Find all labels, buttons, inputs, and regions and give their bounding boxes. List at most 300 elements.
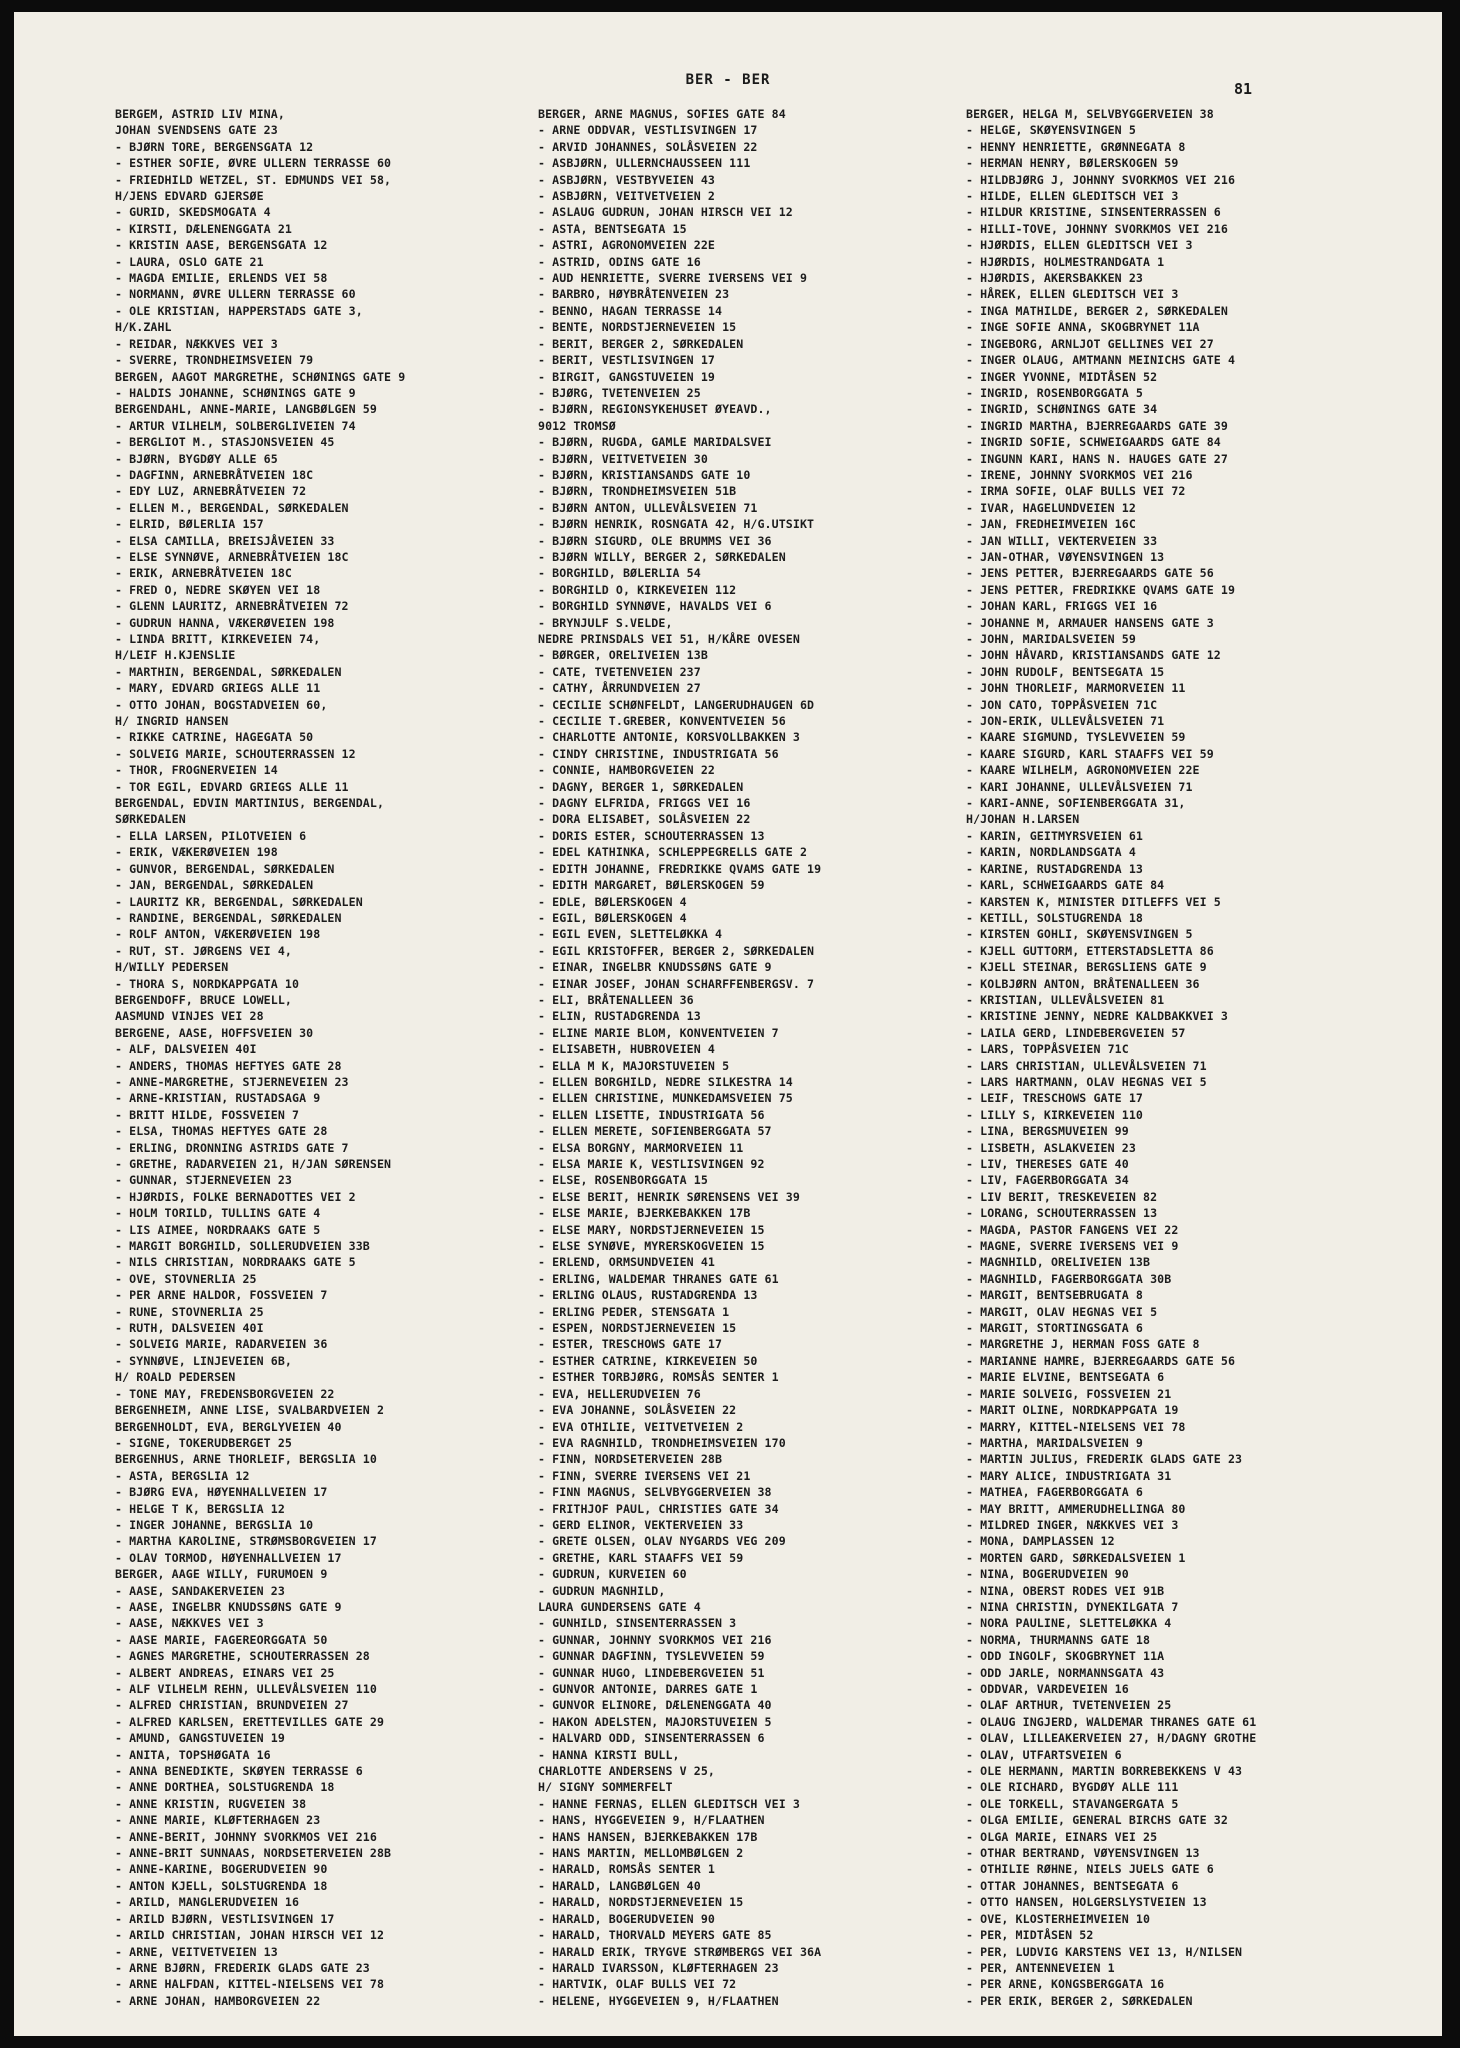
directory-entry-line: - HÅREK, ELLEN GLEDITSCH VEI 3 — [966, 287, 1179, 302]
directory-entry-line: - ASTRID, ODINS GATE 16 — [538, 254, 701, 269]
directory-entry-line: - HARALD ERIK, TRYGVE STRØMBERGS VEI 36A — [538, 1944, 822, 1959]
directory-entry-line: - ELLEN M., BERGENDAL, SØRKEDALEN — [115, 500, 349, 515]
directory-entry-line: - NINA, OBERST RODES VEI 91B — [966, 1583, 1165, 1598]
directory-entry-line: - CECILIE T.GREBER, KONVENTVEIEN 56 — [538, 714, 786, 729]
directory-entry-line: - BJØRN, VEITVETVEIEN 30 — [538, 451, 708, 466]
directory-entry-line: - LISBETH, ASLAKVEIEN 23 — [966, 1140, 1136, 1155]
directory-entry-line: - MARIT OLINE, NORDKAPPGATA 19 — [966, 1403, 1179, 1418]
directory-entry-line: - CHARLOTTE ANTONIE, KORSVOLLBAKKEN 3 — [538, 730, 800, 745]
directory-entry-line: - HARALD, LANGBØLGEN 40 — [538, 1878, 701, 1893]
directory-entry-line: - HALVARD ODD, SINSENTERRASSEN 6 — [538, 1731, 765, 1746]
directory-entry-line: - ALFRED KARLSEN, ERETTEVILLES GATE 29 — [115, 1714, 385, 1729]
directory-entry-line: - RANDINE, BERGENDAL, SØRKEDALEN — [115, 910, 342, 925]
directory-entry-line: - KJELL STEINAR, BERGSLIENS GATE 9 — [966, 960, 1207, 975]
directory-entry-line: - LORANG, SCHOUTERRASSEN 13 — [966, 1206, 1158, 1221]
directory-entry-line: - NORA PAULINE, SLETTELØKKA 4 — [966, 1616, 1172, 1631]
directory-entry-line: - ELLEN MERETE, SOFIENBERGGATA 57 — [538, 1124, 772, 1139]
directory-entry-line: - ESTHER TORBJØRG, ROMSÅS SENTER 1 — [538, 1370, 779, 1385]
directory-entry-line: - RUT, ST. JØRGENS VEI 4, — [115, 943, 293, 958]
directory-entry-line: - PER, ANTENNEVEIEN 1 — [966, 1960, 1115, 1975]
directory-entry-line: - ESPEN, NORDSTJERNEVEIEN 15 — [538, 1321, 737, 1336]
directory-entry-line: - EGIL, BØLERSKOGEN 4 — [538, 910, 687, 925]
directory-entry-line: - MARTHA, MARIDALSVEIEN 9 — [966, 1435, 1144, 1450]
directory-page — [14, 12, 1442, 2036]
directory-entry-line: - OTHAR BERTRAND, VØYENSVINGEN 13 — [966, 1846, 1200, 1861]
directory-entry-line: - INGRID, SCHØNINGS GATE 34 — [966, 402, 1158, 417]
directory-entry-line: - ELSA MARIE K, VESTLISVINGEN 92 — [538, 1157, 765, 1171]
directory-entry-line: - THOR, FROGNERVEIEN 14 — [115, 763, 278, 778]
directory-entry-line: - LILLY S, KIRKEVEIEN 110 — [966, 1107, 1144, 1122]
directory-entry-line: - MARGIT, OLAV HEGNAS VEI 5 — [966, 1304, 1158, 1319]
directory-entry-line: - BARBRO, HØYBRÅTENVEIEN 23 — [538, 287, 730, 302]
directory-entry-line: - KAARE SIGMUND, TYSLEVVEIEN 59 — [966, 730, 1186, 745]
directory-entry-line: H/LEIF H.KJENSLIE — [115, 648, 236, 663]
directory-entry-line: - ODDVAR, VARDEVEIEN 16 — [966, 1682, 1129, 1696]
directory-entry-line: - BORGHILD, BØLERLIA 54 — [538, 566, 701, 581]
directory-entry-line: - GUDRUN MAGNHILD, — [538, 1583, 666, 1598]
directory-entry-line: - ELLEN BORGHILD, NEDRE SILKESTRA 14 — [538, 1074, 793, 1089]
directory-entry-line: - BENTE, NORDSTJERNEVEIEN 15 — [538, 320, 737, 335]
directory-entry-line: - EVA, HELLERUDVEIEN 76 — [538, 1386, 701, 1401]
directory-entry-line: - NINA, BOGERUDVEIEN 90 — [966, 1567, 1129, 1582]
directory-entry-line: - ALF VILHELM REHN, ULLEVÅLSVEIEN 110 — [115, 1682, 377, 1696]
directory-entry-line: - MARTHIN, BERGENDAL, SØRKEDALEN — [115, 664, 342, 679]
directory-entry-line: - EVA RAGNHILD, TRONDHEIMSVEIEN 170 — [538, 1435, 786, 1450]
directory-entry-line: - BJØRG EVA, HØYENHALLVEIEN 17 — [115, 1485, 328, 1500]
directory-entry-line: - ESTHER SOFIE, ØVRE ULLERN TERRASSE 60 — [115, 156, 392, 171]
directory-entry-line: H/K.ZAHL — [115, 320, 172, 335]
directory-column-2 — [538, 106, 958, 2009]
directory-entry-line: - EDITH MARGARET, BØLERSKOGEN 59 — [538, 878, 765, 893]
directory-entry-line: - ARILD CHRISTIAN, JOHAN HIRSCH VEI 12 — [115, 1928, 385, 1943]
directory-entry-line: - RUNE, STOVNERLIA 25 — [115, 1304, 264, 1319]
directory-entry-line: - ANNE-KARINE, BOGERUDVEIEN 90 — [115, 1862, 328, 1877]
directory-entry-line: - LARS HARTMANN, OLAV HEGNAS VEI 5 — [966, 1074, 1207, 1089]
directory-entry-line: - HALDIS JOHANNE, SCHØNINGS GATE 9 — [115, 385, 356, 400]
directory-entry-line: - OTTO JOHAN, BOGSTADVEIEN 60, — [115, 697, 328, 712]
directory-entry-line: - ELSE MARIE, BJERKEBAKKEN 17B — [538, 1206, 751, 1221]
directory-entry-line: - KRISTIN AASE, BERGENSGATA 12 — [115, 238, 328, 253]
directory-entry-line: - EGIL EVEN, SLETTELØKKA 4 — [538, 927, 723, 942]
directory-entry-line: - KRISTIAN, ULLEVÅLSVEIEN 81 — [966, 992, 1165, 1007]
directory-entry-line: - ASBJØRN, ULLERNCHAUSSEEN 111 — [538, 156, 751, 171]
directory-entry-line: - INGEBORG, ARNLJOT GELLINES VEI 27 — [966, 336, 1214, 351]
directory-entry-line: - ASTA, BERGSLIA 12 — [115, 1468, 250, 1483]
directory-entry-line: - ODD JARLE, NORMANNSGATA 43 — [966, 1665, 1165, 1680]
directory-entry-line: - PER, LUDVIG KARSTENS VEI 13, H/NILSEN — [966, 1944, 1243, 1959]
directory-entry-line: - ASTRI, AGRONOMVEIEN 22E — [538, 238, 716, 253]
directory-entry-line: - EINAR JOSEF, JOHAN SCHARFFENBERGSV. 7 — [538, 976, 815, 991]
directory-entry-line: NEDRE PRINSDALS VEI 51, H/KÅRE OVESEN — [538, 632, 800, 646]
directory-entry-line: - HERMAN HENRY, BØLERSKOGEN 59 — [966, 156, 1179, 171]
directory-entry-line: - MAGNHILD, FAGERBORGGATA 30B — [966, 1271, 1172, 1286]
directory-entry-line: - GUNNAR HUGO, LINDEBERGVEIEN 51 — [538, 1665, 765, 1680]
directory-entry-line: - GUDRUN HANNA, VÆKERØVEIEN 198 — [115, 615, 335, 630]
directory-entry-line: - MARIE SOLVEIG, FOSSVEIEN 21 — [966, 1386, 1172, 1401]
directory-entry-line: - IRMA SOFIE, OLAF BULLS VEI 72 — [966, 484, 1186, 499]
directory-entry-line: - KETILL, SOLSTUGRENDA 18 — [966, 910, 1144, 925]
directory-entry-line: - ELSE BERIT, HENRIK SØRENSENS VEI 39 — [538, 1189, 800, 1204]
directory-entry-line: - MARTIN JULIUS, FREDERIK GLADS GATE 23 — [966, 1452, 1243, 1467]
directory-entry-line: - INGRID SOFIE, SCHWEIGAARDS GATE 84 — [966, 435, 1221, 450]
directory-entry-line: - HARALD, ROMSÅS SENTER 1 — [538, 1862, 716, 1877]
directory-entry-line: - HJØRDIS, AKERSBAKKEN 23 — [966, 271, 1144, 286]
directory-entry-line: - TONE MAY, FREDENSBORGVEIEN 22 — [115, 1386, 335, 1401]
directory-entry-line: - MARY, EDVARD GRIEGS ALLE 11 — [115, 681, 321, 696]
directory-entry-line: - CECILIE SCHØNFELDT, LANGERUDHAUGEN 6D — [538, 697, 815, 712]
directory-entry-line: - SIGNE, TOKERUDBERGET 25 — [115, 1435, 293, 1450]
directory-entry-line: - INGER JOHANNE, BERGSLIA 10 — [115, 1517, 314, 1532]
directory-entry-line: - JENS PETTER, BJERREGAARDS GATE 56 — [966, 566, 1214, 581]
directory-entry-line: - ANNE-MARGRETHE, STJERNEVEIEN 23 — [115, 1074, 349, 1089]
directory-entry-line: - OTTAR JOHANNES, BENTSEGATA 6 — [966, 1878, 1179, 1893]
directory-entry-line: - HELENE, HYGGEVEIEN 9, H/FLAATHEN — [538, 1993, 779, 2008]
directory-entry-line: - KRISTINE JENNY, NEDRE KALDBAKKVEI 3 — [966, 1009, 1228, 1024]
directory-entry-line: - ARILD, MANGLERUDVEIEN 16 — [115, 1895, 300, 1910]
directory-entry-line: - ELLEN LISETTE, INDUSTRIGATA 56 — [538, 1107, 765, 1122]
directory-entry-line: - ELSA, THOMAS HEFTYES GATE 28 — [115, 1124, 328, 1139]
directory-entry-line: - MORTEN GARD, SØRKEDALSVEIEN 1 — [966, 1550, 1186, 1565]
directory-entry-line: BERGEM, ASTRID LIV MINA, — [115, 107, 285, 121]
directory-entry-line: - ARNE, VEITVETVEIEN 13 — [115, 1944, 278, 1959]
directory-entry-line: - LIV, THERESES GATE 40 — [966, 1157, 1129, 1171]
directory-entry-line: - BRITT HILDE, FOSSVEIEN 7 — [115, 1107, 300, 1122]
directory-entry-line: - KARIN, GEITMYRSVEIEN 61 — [966, 828, 1144, 843]
directory-entry-line: - AASE, NÆKKVES VEI 3 — [115, 1616, 264, 1631]
directory-entry-line: - MARY ALICE, INDUSTRIGATA 31 — [966, 1468, 1172, 1483]
directory-entry-line: - DORA ELISABET, SOLÅSVEIEN 22 — [538, 812, 751, 827]
directory-entry-line: - ELSE SYNNØVE, ARNEBRÅTVEIEN 18C — [115, 549, 349, 564]
directory-entry-line: - ARNE ODDVAR, VESTLISVINGEN 17 — [538, 123, 758, 138]
directory-entry-line: - LEIF, TRESCHOWS GATE 17 — [966, 1091, 1144, 1106]
directory-entry-line: - OVE, STOVNERLIA 25 — [115, 1271, 257, 1286]
directory-entry-line: - EINAR, INGELBR KNUDSSØNS GATE 9 — [538, 960, 772, 975]
directory-entry-line: - FINN, SVERRE IVERSENS VEI 21 — [538, 1468, 751, 1483]
directory-entry-line: - ALFRED CHRISTIAN, BRUNDVEIEN 27 — [115, 1698, 349, 1713]
directory-entry-line: - HANS MARTIN, MELLOMBØLGEN 2 — [538, 1846, 744, 1861]
directory-entry-line: - LAURA, OSLO GATE 21 — [115, 254, 264, 269]
directory-entry-line: - THORA S, NORDKAPPGATA 10 — [115, 976, 300, 991]
directory-entry-line: - DAGNY ELFRIDA, FRIGGS VEI 16 — [538, 796, 751, 811]
directory-entry-line: - HENNY HENRIETTE, GRØNNEGATA 8 — [966, 139, 1186, 154]
directory-entry-line: AASMUND VINJES VEI 28 — [115, 1009, 264, 1024]
directory-entry-line: - EDITH JOHANNE, FREDRIKKE QVAMS GATE 19 — [538, 861, 822, 876]
directory-entry-line: - MARTHA KAROLINE, STRØMSBORGVEIEN 17 — [115, 1534, 377, 1549]
directory-entry-line: - ERLING OLAUS, RUSTADGRENDA 13 — [538, 1288, 758, 1303]
directory-entry-line: - KARL, SCHWEIGAARDS GATE 84 — [966, 878, 1165, 893]
directory-entry-line: - LINA, BERGSMUVEIEN 99 — [966, 1124, 1129, 1139]
directory-entry-line: - BJØRN ANTON, ULLEVÅLSVEIEN 71 — [538, 500, 758, 515]
directory-entry-line: - REIDAR, NÆKKVES VEI 3 — [115, 336, 278, 351]
directory-entry-line: - BØRGER, ORELIVEIEN 13B — [538, 648, 708, 663]
directory-entry-line: - KIRSTEN GOHLI, SKØYENSVINGEN 5 — [966, 927, 1193, 942]
directory-entry-line: - EVA OTHILIE, VEITVETVEIEN 2 — [538, 1419, 744, 1434]
directory-entry-line: - MAGNE, SVERRE IVERSENS VEI 9 — [966, 1239, 1179, 1254]
directory-entry-line: - ERLING, WALDEMAR THRANES GATE 61 — [538, 1271, 779, 1286]
directory-entry-line: - INGRID MARTHA, BJERREGAARDS GATE 39 — [966, 418, 1228, 433]
directory-entry-line: - PER ERIK, BERGER 2, SØRKEDALEN — [966, 1993, 1193, 2008]
directory-entry-line: - HARALD, NORDSTJERNEVEIEN 15 — [538, 1895, 744, 1910]
directory-entry-line: - NORMANN, ØVRE ULLERN TERRASSE 60 — [115, 287, 356, 302]
directory-entry-line: - ALF, DALSVEIEN 40I — [115, 1042, 257, 1057]
directory-entry-line: - FRIEDHILD WETZEL, ST. EDMUNDS VEI 58, — [115, 172, 392, 187]
directory-entry-line: - BJØRN, REGIONSYKEHUSET ØYEAVD., — [538, 402, 772, 417]
directory-entry-line: CHARLOTTE ANDERSENS V 25, — [538, 1764, 716, 1779]
directory-entry-line: - ELI, BRÅTENALLEEN 36 — [538, 992, 694, 1007]
directory-entry-line: - KJELL GUTTORM, ETTERSTADSLETTA 86 — [966, 943, 1214, 958]
directory-entry-line: - AASE, SANDAKERVEIEN 23 — [115, 1583, 285, 1598]
directory-entry-line: - MARGRETHE J, HERMAN FOSS GATE 8 — [966, 1337, 1200, 1352]
directory-entry-line: - MAGNHILD, ORELIVEIEN 13B — [966, 1255, 1151, 1270]
directory-entry-line: - ERIK, VÆKERØVEIEN 198 — [115, 845, 278, 860]
directory-entry-line: - GRETE OLSEN, OLAV NYGARDS VEG 209 — [538, 1534, 786, 1549]
directory-entry-line: - ANDERS, THOMAS HEFTYES GATE 28 — [115, 1058, 342, 1073]
directory-entry-line: - ELLA M K, MAJORSTUVEIEN 5 — [538, 1058, 730, 1073]
directory-entry-line: - HARALD, THORVALD MEYERS GATE 85 — [538, 1928, 772, 1943]
directory-entry-line: - INGRID, ROSENBORGGATA 5 — [966, 385, 1144, 400]
directory-entry-line: - ERLEND, ORMSUNDVEIEN 41 — [538, 1255, 716, 1270]
directory-entry-line: - CATE, TVETENVEIEN 237 — [538, 664, 701, 679]
directory-entry-line: - LIV, FAGERBORGGATA 34 — [966, 1173, 1129, 1188]
directory-entry-line: - GRETHE, KARL STAAFFS VEI 59 — [538, 1550, 744, 1565]
directory-entry-line: - BJØRN, RUGDA, GAMLE MARIDALSVEI — [538, 435, 772, 450]
directory-entry-line: - AUD HENRIETTE, SVERRE IVERSENS VEI 9 — [538, 271, 808, 286]
directory-entry-line: - BORGHILD SYNNØVE, HAVALDS VEI 6 — [538, 599, 772, 614]
directory-entry-line: - ARNE BJØRN, FREDERIK GLADS GATE 23 — [115, 1960, 370, 1975]
directory-entry-line: H/ INGRID HANSEN — [115, 714, 229, 729]
directory-entry-line: H/JENS EDVARD GJERSØE — [115, 189, 264, 204]
directory-entry-line: - HARALD IVARSSON, KLØFTERHAGEN 23 — [538, 1960, 779, 1975]
directory-entry-line: - HELGE T K, BERGSLIA 12 — [115, 1501, 285, 1516]
directory-entry-line: - HOLM TORILD, TULLINS GATE 4 — [115, 1206, 321, 1221]
directory-entry-line: BERGER, HELGA M, SELVBYGGERVEIEN 38 — [966, 107, 1214, 121]
directory-entry-line: - IRENE, JOHNNY SVORKMOS VEI 216 — [966, 467, 1193, 482]
directory-entry-line: - HILDBJØRG J, JOHNNY SVORKMOS VEI 216 — [966, 172, 1236, 187]
directory-entry-line: - OLE RICHARD, BYGDØY ALLE 111 — [966, 1780, 1179, 1795]
directory-entry-line: - ARVID JOHANNES, SOLÅSVEIEN 22 — [538, 139, 758, 154]
directory-entry-line: - ELIN, RUSTADGRENDA 13 — [538, 1009, 701, 1024]
directory-entry-line: BERGER, AAGE WILLY, FURUMOEN 9 — [115, 1567, 328, 1582]
directory-entry-line: - KIRSTI, DÆLENENGGATA 21 — [115, 221, 293, 236]
directory-entry-line: - ANNE KRISTIN, RUGVEIEN 38 — [115, 1796, 307, 1811]
directory-entry-line: - BJØRN, BYGDØY ALLE 65 — [115, 451, 278, 466]
directory-entry-line: - MARGIT, BENTSEBRUGATA 8 — [966, 1288, 1144, 1303]
page-number: 81 — [1233, 80, 1252, 98]
directory-entry-line: - HARTVIK, OLAF BULLS VEI 72 — [538, 1977, 737, 1992]
directory-entry-line: - OLAUG INGJERD, WALDEMAR THRANES GATE 61 — [966, 1714, 1257, 1729]
directory-entry-line: - AMUND, GANGSTUVEIEN 19 — [115, 1731, 285, 1746]
directory-entry-line: - RIKKE CATRINE, HAGEGATA 50 — [115, 730, 314, 745]
directory-entry-line: - BRYNJULF S.VELDE, — [538, 615, 673, 630]
directory-entry-line: - ANNE-BERIT, JOHNNY SVORKMOS VEI 216 — [115, 1829, 377, 1844]
directory-entry-line: - OLAV TORMOD, HØYENHALLVEIEN 17 — [115, 1550, 342, 1565]
directory-entry-line: - JON CATO, TOPPÅSVEIEN 71C — [966, 697, 1158, 712]
directory-entry-line: - ANNE MARIE, KLØFTERHAGEN 23 — [115, 1813, 321, 1828]
directory-entry-line: - LINDA BRITT, KIRKEVEIEN 74, — [115, 632, 321, 646]
running-head: BER - BER — [685, 72, 771, 88]
directory-entry-line: - JAN, BERGENDAL, SØRKEDALEN — [115, 878, 314, 893]
directory-entry-line: - LIV BERIT, TRESKEVEIEN 82 — [966, 1189, 1158, 1204]
directory-entry-line: - ARNE JOHAN, HAMBORGVEIEN 22 — [115, 1993, 321, 2008]
directory-entry-line: - SOLVEIG MARIE, RADARVEIEN 36 — [115, 1337, 328, 1352]
directory-entry-line: - HELGE, SKØYENSVINGEN 5 — [966, 123, 1136, 138]
directory-entry-line: - LAILA GERD, LINDEBERGVEIEN 57 — [966, 1025, 1186, 1040]
directory-entry-line: - MARGIT BORGHILD, SOLLERUDVEIEN 33B — [115, 1239, 370, 1254]
directory-entry-line: - JOHN HÅVARD, KRISTIANSANDS GATE 12 — [966, 648, 1221, 663]
directory-entry-line: - PER ARNE, KONGSBERGGATA 16 — [966, 1977, 1165, 1992]
directory-entry-line: - KOLBJØRN ANTON, BRÅTENALLEEN 36 — [966, 976, 1200, 991]
directory-entry-line: - NORMA, THURMANNS GATE 18 — [966, 1632, 1151, 1647]
directory-entry-line: - LARS CHRISTIAN, ULLEVÅLSVEIEN 71 — [966, 1058, 1207, 1073]
directory-entry-line: - NILS CHRISTIAN, NORDRAAKS GATE 5 — [115, 1255, 356, 1270]
directory-entry-line: - ANNE DORTHEA, SOLSTUGRENDA 18 — [115, 1780, 335, 1795]
directory-entry-line: - GUNNAR, JOHNNY SVORKMOS VEI 216 — [538, 1632, 772, 1647]
directory-entry-line: - GLENN LAURITZ, ARNEBRÅTVEIEN 72 — [115, 599, 349, 614]
directory-entry-line: LAURA GUNDERSENS GATE 4 — [538, 1599, 701, 1614]
directory-entry-line: - AASE, INGELBR KNUDSSØNS GATE 9 — [115, 1599, 342, 1614]
directory-entry-line: - ERLING PEDER, STENSGATA 1 — [538, 1304, 730, 1319]
directory-entry-line: - OVE, KLOSTERHEIMVEIEN 10 — [966, 1911, 1151, 1926]
directory-entry-line: - DORIS ESTER, SCHOUTERRASSEN 13 — [538, 828, 765, 843]
directory-entry-line: - BIRGIT, GANGSTUVEIEN 19 — [538, 369, 716, 384]
directory-entry-line: - KAARE SIGURD, KARL STAAFFS VEI 59 — [966, 746, 1214, 761]
directory-entry-line: BERGENDAHL, ANNE-MARIE, LANGBØLGEN 59 — [115, 402, 377, 417]
directory-entry-line: JOHAN SVENDSENS GATE 23 — [115, 123, 278, 138]
directory-entry-line: - INGE SOFIE ANNA, SKOGBRYNET 11A — [966, 320, 1200, 335]
directory-entry-line: - GUNHILD, SINSENTERRASSEN 3 — [538, 1616, 737, 1631]
directory-entry-line: - AGNES MARGRETHE, SCHOUTERRASSEN 28 — [115, 1649, 370, 1664]
directory-entry-line: - OLGA MARIE, EINARS VEI 25 — [966, 1829, 1158, 1844]
directory-entry-line: - NINA CHRISTIN, DYNEKILGATA 7 — [966, 1599, 1179, 1614]
directory-entry-line: - SYNNØVE, LINJEVEIEN 6B, — [115, 1353, 293, 1368]
directory-entry-line: - BJØRN TORE, BERGENSGATA 12 — [115, 139, 314, 154]
directory-entry-line: - KARI-ANNE, SOFIENBERGGATA 31, — [966, 796, 1186, 811]
directory-entry-line: - MILDRED INGER, NÆKKVES VEI 3 — [966, 1517, 1179, 1532]
directory-entry-line: - HILLI-TOVE, JOHNNY SVORKMOS VEI 216 — [966, 221, 1228, 236]
directory-entry-line: - KAARE WILHELM, AGRONOMVEIEN 22E — [966, 763, 1200, 778]
directory-entry-line: - HANS HANSEN, BJERKEBAKKEN 17B — [538, 1829, 758, 1844]
directory-entry-line: - MARRY, KITTEL-NIELSENS VEI 78 — [966, 1419, 1186, 1434]
directory-entry-line: - GUDRUN, KURVEIEN 60 — [538, 1567, 687, 1582]
directory-entry-line: - GRETHE, RADARVEIEN 21, H/JAN SØRENSEN — [115, 1157, 392, 1171]
directory-entry-line: - EDEL KATHINKA, SCHLEPPEGRELLS GATE 2 — [538, 845, 808, 860]
directory-entry-line: - JOHN RUDOLF, BENTSEGATA 15 — [966, 664, 1165, 679]
directory-entry-line: - GURID, SKEDSMOGATA 4 — [115, 205, 271, 220]
directory-entry-line: - ERLING, DRONNING ASTRIDS GATE 7 — [115, 1140, 349, 1155]
directory-entry-line: - EDLE, BØLERSKOGEN 4 — [538, 894, 687, 909]
directory-entry-line: - HILDUR KRISTINE, SINSENTERRASSEN 6 — [966, 205, 1221, 220]
directory-entry-line: - HILDE, ELLEN GLEDITSCH VEI 3 — [966, 189, 1179, 204]
directory-entry-line: - LIS AIMEE, NORDRAAKS GATE 5 — [115, 1222, 321, 1237]
directory-entry-line: BERGENE, AASE, HOFFSVEIEN 30 — [115, 1025, 314, 1040]
directory-entry-line: - GERD ELINOR, VEKTERVEIEN 33 — [538, 1517, 744, 1532]
directory-entry-line: - BORGHILD O, KIRKEVEIEN 112 — [538, 582, 737, 597]
directory-entry-line: - ELRID, BØLERLIA 157 — [115, 517, 264, 532]
directory-entry-line: - INGER OLAUG, AMTMANN MEINICHS GATE 4 — [966, 353, 1236, 368]
directory-entry-line: - ARNE HALFDAN, KITTEL-NIELSENS VEI 78 — [115, 1977, 385, 1992]
directory-column-1 — [115, 106, 535, 2009]
directory-entry-line: - ASBJØRN, VEITVETVEIEN 2 — [538, 189, 716, 204]
directory-entry-line: - GUNVOR ANTONIE, DARRES GATE 1 — [538, 1682, 758, 1696]
directory-entry-line: - JENS PETTER, FREDRIKKE QVAMS GATE 19 — [966, 582, 1236, 597]
directory-entry-line: - EDY LUZ, ARNEBRÅTVEIEN 72 — [115, 484, 307, 499]
directory-entry-line: - HANS, HYGGEVEIEN 9, H/FLAATHEN — [538, 1813, 765, 1828]
directory-entry-line: - HJØRDIS, ELLEN GLEDITSCH VEI 3 — [966, 238, 1193, 253]
directory-entry-line: - ELSE MARY, NORDSTJERNEVEIEN 15 — [538, 1222, 765, 1237]
directory-entry-line: - PER ARNE HALDOR, FOSSVEIEN 7 — [115, 1288, 328, 1303]
directory-entry-line: - DAGFINN, ARNEBRÅTVEIEN 18C — [115, 467, 314, 482]
directory-column-3 — [966, 106, 1386, 2009]
directory-entry-line: BERGEN, AAGOT MARGRETHE, SCHØNINGS GATE 9 — [115, 369, 406, 384]
directory-entry-line: - ESTER, TRESCHOWS GATE 17 — [538, 1337, 723, 1352]
directory-entry-line: - FRITHJOF PAUL, CHRISTIES GATE 34 — [538, 1501, 779, 1516]
directory-entry-line: - ELLEN CHRISTINE, MUNKEDAMSVEIEN 75 — [538, 1091, 793, 1106]
directory-entry-line: - ANNA BENEDIKTE, SKØYEN TERRASSE 6 — [115, 1764, 363, 1779]
directory-entry-line: BERGER, ARNE MAGNUS, SOFIES GATE 84 — [538, 107, 786, 121]
directory-entry-line: BERGENHUS, ARNE THORLEIF, BERGSLIA 10 — [115, 1452, 377, 1467]
directory-entry-line: - HANNA KIRSTI BULL, — [538, 1747, 680, 1762]
directory-entry-line: - PER, MIDTÅSEN 52 — [966, 1928, 1094, 1943]
directory-entry-line: - ARTUR VILHELM, SOLBERGLIVEIEN 74 — [115, 418, 356, 433]
directory-entry-line: - AASE MARIE, FAGEREORGGATA 50 — [115, 1632, 328, 1647]
directory-entry-line: - HJØRDIS, FOLKE BERNADOTTES VEI 2 — [115, 1189, 356, 1204]
directory-entry-line: - MATHEA, FAGERBORGGATA 6 — [966, 1485, 1144, 1500]
directory-entry-line: - ARILD BJØRN, VESTLISVINGEN 17 — [115, 1911, 335, 1926]
directory-entry-line: - HJØRDIS, HOLMESTRANDGATA 1 — [966, 254, 1165, 269]
directory-entry-line: - HAKON ADELSTEN, MAJORSTUVEIEN 5 — [538, 1714, 772, 1729]
directory-entry-line: - ELINE MARIE BLOM, KONVENTVEIEN 7 — [538, 1025, 779, 1040]
directory-entry-line: - CATHY, ÅRRUNDVEIEN 27 — [538, 681, 701, 696]
directory-entry-line: - CINDY CHRISTINE, INDUSTRIGATA 56 — [538, 746, 779, 761]
directory-entry-line: - LAURITZ KR, BERGENDAL, SØRKEDALEN — [115, 894, 363, 909]
directory-entry-line: - HANNE FERNAS, ELLEN GLEDITSCH VEI 3 — [538, 1796, 800, 1811]
directory-entry-line: - BERIT, BERGER 2, SØRKEDALEN — [538, 336, 744, 351]
directory-entry-line: - BERIT, VESTLISVINGEN 17 — [538, 353, 716, 368]
directory-entry-line: H/WILLY PEDERSEN — [115, 960, 229, 975]
directory-entry-line: - FINN MAGNUS, SELVBYGGERVEIEN 38 — [538, 1485, 772, 1500]
directory-entry-line: - JAN WILLI, VEKTERVEIEN 33 — [966, 533, 1158, 548]
directory-entry-line: - LARS, TOPPÅSVEIEN 71C — [966, 1042, 1129, 1057]
directory-entry-line: - ELSA BORGNY, MARMORVEIEN 11 — [538, 1140, 744, 1155]
directory-entry-line: BERGENHOLDT, EVA, BERGLYVEIEN 40 — [115, 1419, 342, 1434]
directory-entry-line: - BJØRN, KRISTIANSANDS GATE 10 — [538, 467, 751, 482]
directory-entry-line: - MARIANNE HAMRE, BJERREGAARDS GATE 56 — [966, 1353, 1236, 1368]
directory-entry-line: H/ SIGNY SOMMERFELT — [538, 1780, 673, 1795]
directory-entry-line: - DAGNY, BERGER 1, SØRKEDALEN — [538, 779, 744, 794]
directory-entry-line: - MAGDA EMILIE, ERLENDS VEI 58 — [115, 271, 328, 286]
directory-entry-line: - ASLAUG GUDRUN, JOHAN HIRSCH VEI 12 — [538, 205, 793, 220]
directory-entry-line: - ERIK, ARNEBRÅTVEIEN 18C — [115, 566, 293, 581]
directory-entry-line: - ELSE, ROSENBORGGATA 15 — [538, 1173, 708, 1188]
directory-entry-line: - ROLF ANTON, VÆKERØVEIEN 198 — [115, 927, 321, 942]
directory-entry-line: - HARALD, BOGERUDVEIEN 90 — [538, 1911, 716, 1926]
directory-entry-line: - EGIL KRISTOFFER, BERGER 2, SØRKEDALEN — [538, 943, 815, 958]
directory-entry-line: - KARI JOHANNE, ULLEVÅLSVEIEN 71 — [966, 779, 1193, 794]
directory-entry-line: - OTTO HANSEN, HOLGERSLYSTVEIEN 13 — [966, 1895, 1207, 1910]
directory-entry-line: BERGENDOFF, BRUCE LOWELL, — [115, 992, 293, 1007]
directory-entry-line: - MARIE ELVINE, BENTSEGATA 6 — [966, 1370, 1165, 1385]
directory-entry-line: - OLGA EMILIE, GENERAL BIRCHS GATE 32 — [966, 1813, 1228, 1828]
directory-entry-line: - JOHAN KARL, FRIGGS VEI 16 — [966, 599, 1158, 614]
directory-entry-line: - OLAV, LILLEAKERVEIEN 27, H/DAGNY GROTHE — [966, 1731, 1257, 1746]
directory-entry-line: - ODD INGOLF, SKOGBRYNET 11A — [966, 1649, 1165, 1664]
directory-entry-line: - OLAV, UTFARTSVEIEN 6 — [966, 1747, 1122, 1762]
directory-entry-line: - KARIN, NORDLANDSGATA 4 — [966, 845, 1136, 860]
directory-entry-line: - BJØRN SIGURD, OLE BRUMMS VEI 36 — [538, 533, 772, 548]
directory-entry-line: - TOR EGIL, EDVARD GRIEGS ALLE 11 — [115, 779, 349, 794]
directory-entry-line: - ARNE-KRISTIAN, RUSTADSAGA 9 — [115, 1091, 321, 1106]
directory-entry-line: - BJØRN WILLY, BERGER 2, SØRKEDALEN — [538, 549, 786, 564]
